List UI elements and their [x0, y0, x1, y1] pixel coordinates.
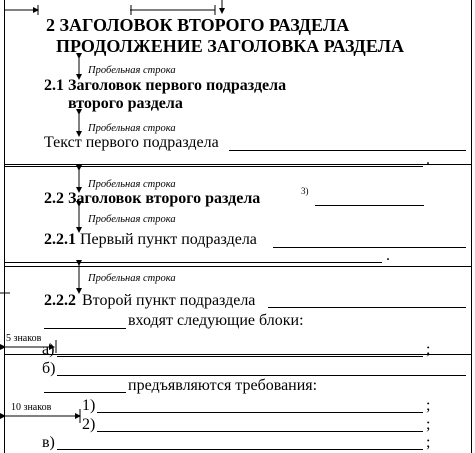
item-2-2-1-text: Первый пункт подраздела: [80, 231, 257, 248]
subsection-2-2-title: 2.2 Заголовок второго раздела: [44, 190, 261, 207]
blank-line-note: Пробельная строка: [88, 179, 176, 190]
semicolon: ;: [426, 397, 431, 414]
item-2-2-2-text: Второй пункт подраздела: [82, 292, 256, 309]
semicolon: ;: [426, 434, 431, 451]
list-item-a-label: а): [42, 341, 55, 358]
blank-line-note: Пробельная строка: [88, 214, 176, 225]
indent-10-label: 10 знаков: [11, 402, 52, 413]
indent-5-label: 5 знаков: [6, 333, 42, 344]
blank-line-note: Пробельная строка: [88, 273, 176, 284]
footnote-mark: 3): [301, 186, 309, 196]
blocks-intro-text: входят следующие блоки:: [128, 312, 304, 329]
item-2-2-2-number: 2.2.2: [44, 292, 76, 309]
blank-line-note: Пробельная строка: [88, 65, 176, 76]
item-2-2-1-number: 2.2.1: [44, 231, 76, 248]
blank-line-note: Пробельная строка: [88, 123, 176, 134]
list-item-b-label: б): [42, 360, 56, 377]
numbered-item-1-label: 1): [82, 397, 96, 414]
requirements-intro-text: предъявляются требования:: [128, 377, 318, 394]
semicolon: ;: [426, 416, 431, 433]
section-heading-line1: 2 ЗАГОЛОВОК ВТОРОГО РАЗДЕЛА: [46, 15, 350, 35]
subsection-2-1-title-line2: второго раздела: [68, 95, 183, 112]
section-heading-line2: ПРОДОЛЖЕНИЕ ЗАГОЛОВКА РАЗДЕЛА: [56, 36, 404, 56]
period-mark: .: [426, 151, 430, 168]
numbered-item-2-label: 2): [82, 416, 96, 433]
semicolon: ;: [426, 341, 431, 358]
list-item-v-label: в): [42, 434, 55, 451]
subsection-2-1-title-line1: 2.1 Заголовок первого подраздела: [44, 77, 287, 94]
subsection-2-1-text: Текст первого подраздела: [44, 134, 219, 151]
period-mark: .: [386, 247, 390, 264]
